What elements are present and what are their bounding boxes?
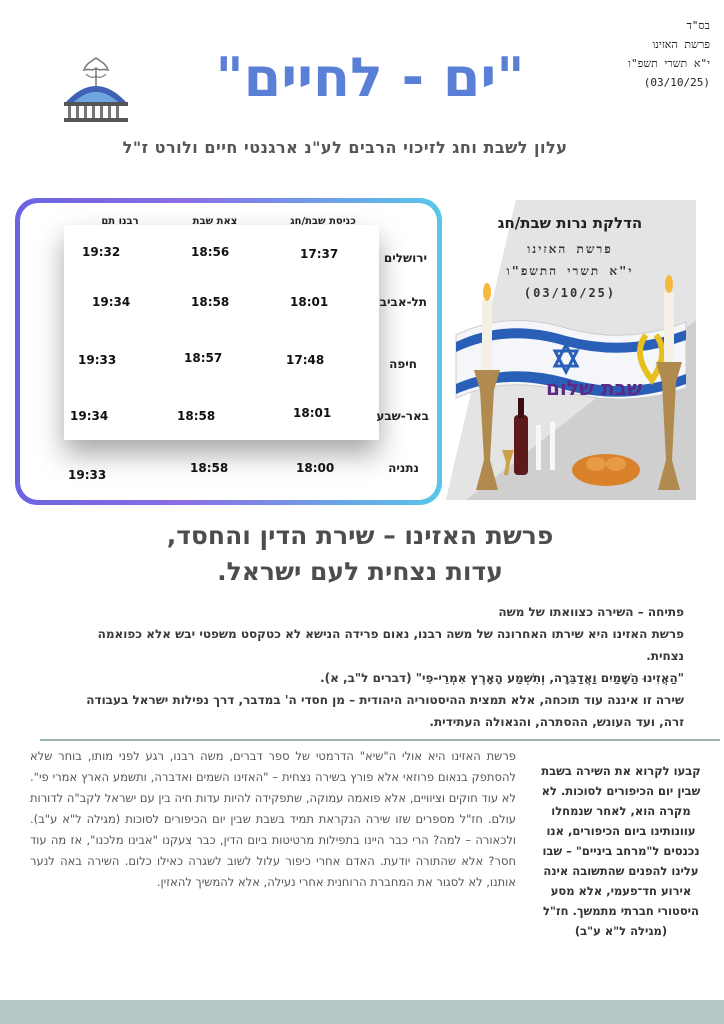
city-tel-aviv: תל-אביב — [379, 295, 427, 309]
time-exit: 18:58 — [177, 409, 216, 423]
time-rt: 19:34 — [70, 409, 109, 423]
article-left-column: פרשת האזינו היא אולי ה"שיא" הדרמטי של ספר דברים, משה רבנו, רגע לפני מותו, בוחר שלא להסתפק בנאום פרוזאי אלא פורץ בשירה נצחית – "האזינו השמים ואדברה, ותשמע הארץ אמרי פי". לא עוד חוקים וציוויים, אלא פואמה עמוקה, שתפקידה להיות עדות חיה בין עם ישראל לקב"ה לדורות עולם. חז"ל מספרים שזו שירה הנקראת תמיד בשבת שבין יום הכיפורים לסוכות (מגילה ל"א ע"ב). ולכאורה – למה? הרי כבר היינו בתפילות מרטיטות ביום הדין, כבר צעקנו "אבינו מלכנו", אז מה עוד חסר? אלא שהתורה יודעת. האדם אחרי כיפור עלול לשוב לשגרה כאילו כלום. השירה באה לנער אותנו, לא לסגור את המחברת הרוחנית אחרי נעילה, אלא להמשיך להאזין. — [30, 749, 516, 889]
city-jerusalem: ירושלים — [383, 251, 427, 265]
article-heading-line1: פרשת האזינו – שירת הדין והחסד, — [166, 521, 554, 550]
time-exit: 18:58 — [190, 461, 229, 475]
footer-bar — [0, 1000, 724, 1024]
subtitle: עלון לשבת וחג לזיכוי הרבים לע"נ ארגנטי חיים ולורט ז"ל — [122, 138, 568, 157]
intro-paragraph: פתיחה – השירה כצוואתו של משה — [498, 605, 684, 619]
candle-panel-greg-date: (03/10/25) — [523, 286, 617, 300]
parasha-text: פרשת האזינו — [652, 38, 710, 51]
time-entry: 18:00 — [296, 461, 335, 475]
col-header-entry: כניסת שבת/חג — [290, 216, 356, 227]
time-rt: 19:33 — [68, 468, 107, 482]
time-entry: 17:37 — [300, 247, 339, 261]
article-right-column: קבעו לקרוא את השירה בשבת שבין יום הכיפורים לסוכות. לא מקרה הוא, לאחר שנמחלו עוונותינו ביום הכיפורים, אנו נכנסים ל"מרחב ביניים" – שבו עלינו להפנים שהתשובה אינה אירוע חד־פעמי, אלא מסע היסטורי חברתי מתמשך. חז"ל (מגילה ל"א ע"ב) — [541, 764, 701, 938]
shabbat-shalom-text: שבת שלום — [546, 376, 643, 400]
intro-paragraph: פרשת האזינו היא שירתו האחרונה של משה רבנו, נאום פרידה הנישא לא כטקסט משפטי יבש אלא כפואמה נצחית. — [97, 627, 684, 663]
city-netanya: נתניה — [388, 461, 419, 475]
hebrew-date-text: י"א תשרי תשפ"ו — [628, 57, 710, 70]
article-heading — [60, 518, 660, 590]
article-heading-line2: עדות נצחית לעם ישראל. — [217, 557, 503, 586]
intro-paragraph: שירה זו איננה עוד תוכחה, אלא תמצית ההיסטוריה היהודית – מן חסדי ה' במדבר, דרך נפילות ישראל בעבודה זרה, ועד העונש, ההסתרה, והגאולה העתידית. — [86, 693, 684, 729]
greg-date-text: (03/10/25) — [643, 76, 710, 89]
time-rt: 19:34 — [92, 295, 131, 309]
times-frame — [15, 198, 442, 505]
time-exit: 18:56 — [191, 245, 230, 259]
time-exit: 18:58 — [191, 295, 230, 309]
candle-panel-title: הדלקת נרות שבת/חג — [497, 214, 643, 232]
col-header-rt: רבנו תם — [101, 216, 139, 227]
intro-paragraph: "הַאֲזִינוּ הַשָּׁמַיִם וַאֲדַבֵּרָה, וְתִשְׁמַע הָאָרֶץ אִמְרֵי-פִי" (דברים ל"ב, א). — [320, 671, 684, 685]
time-rt: 19:33 — [78, 353, 117, 367]
city-beer-sheva: באר-שבע — [376, 409, 429, 423]
logo-icon — [56, 50, 136, 130]
candle-panel — [446, 200, 696, 500]
time-entry: 18:01 — [293, 406, 332, 420]
candle-panel-parasha: פרשת האזינו — [527, 242, 613, 256]
section-divider — [40, 739, 720, 741]
candle-panel-hebrew-date: י"א תשרי התשפ"ו — [506, 264, 634, 278]
article-intro — [64, 601, 684, 733]
time-exit: 18:57 — [184, 351, 223, 365]
page-title: "ים - לחיים" — [215, 46, 525, 109]
header-info — [580, 16, 710, 92]
city-haifa: חיפה — [389, 357, 417, 371]
logo — [56, 50, 136, 130]
time-rt: 19:32 — [82, 245, 121, 259]
times-frame-inner — [20, 203, 437, 500]
time-entry: 18:01 — [290, 295, 329, 309]
bsd-text: בס"ד — [686, 19, 710, 32]
time-entry: 17:48 — [286, 353, 325, 367]
col-header-exit: צאת שבת — [192, 216, 238, 227]
